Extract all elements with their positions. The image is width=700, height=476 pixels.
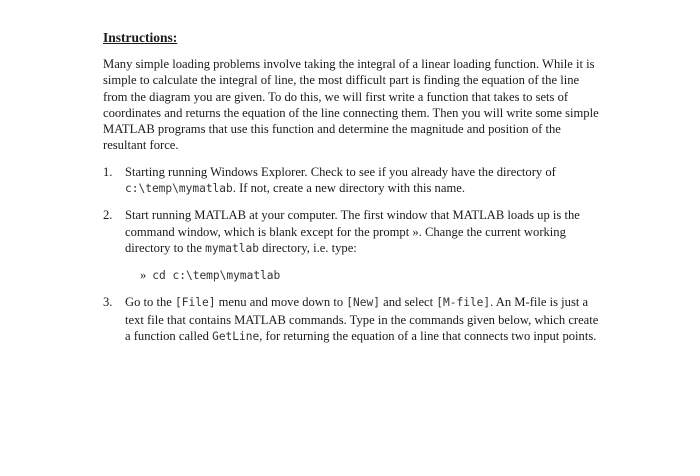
command-text: cd c:\temp\mymatlab (152, 269, 281, 283)
step-3-function-name: GetLine (212, 329, 260, 343)
step-3 (103, 294, 603, 345)
instructions-heading: Instructions: (103, 30, 178, 45)
step-1 (103, 164, 603, 198)
step-2-directory-name: mymatlab (205, 241, 259, 255)
instructions-page (103, 30, 603, 355)
command-line (103, 267, 603, 284)
step-3-mfile-menu: [M-file] (436, 296, 491, 310)
step-3-file-menu: [File] (175, 296, 216, 310)
step-3-text-d: . An M-file is just a text file that contains MATLAB commands. Type in the commands given below, which create a function called (125, 295, 599, 343)
step-3-text-c: and select (379, 295, 437, 310)
step-3-number: 3. (103, 295, 113, 310)
step-1-text-b: . If not, create a new directory with this name. (232, 181, 465, 196)
step-1-text-a: Starting running Windows Explorer. Check to see if you already have the directory of (125, 164, 556, 179)
step-1-number: 1. (103, 164, 113, 179)
step-1-directory-path: c:\temp\mymatlab (125, 182, 233, 196)
step-3-text-a: Go to the (125, 295, 176, 310)
step-2 (103, 207, 603, 257)
command-prompt: » (140, 268, 147, 283)
step-3-new-menu: [New] (346, 296, 380, 310)
step-2-number: 2. (103, 208, 113, 223)
step-2-text-a: Start running MATLAB at your computer. The first window that MATLAB loads up is the command window, which is blank except for the prompt ». Change the current working directory to the (125, 208, 580, 255)
step-2-text-b: directory, i.e. type: (258, 240, 357, 255)
step-3-text-e: , for returning the equation of a line that connects two input points. (259, 328, 597, 343)
step-3-text-b: menu and move down to (215, 295, 347, 310)
intro-paragraph: Many simple loading problems involve taking the integral of a linear loading function. While it is simple to calculate the integral of line, the most difficult part is finding the equation of the line from the diagram you are given. To do this, we will first write a function that takes to sets of coordinates and returns the equation of the line connecting them. Then you will write some simple MATLAB programs that use this function and determine the magnitude and position of the resultant force. (103, 57, 599, 153)
